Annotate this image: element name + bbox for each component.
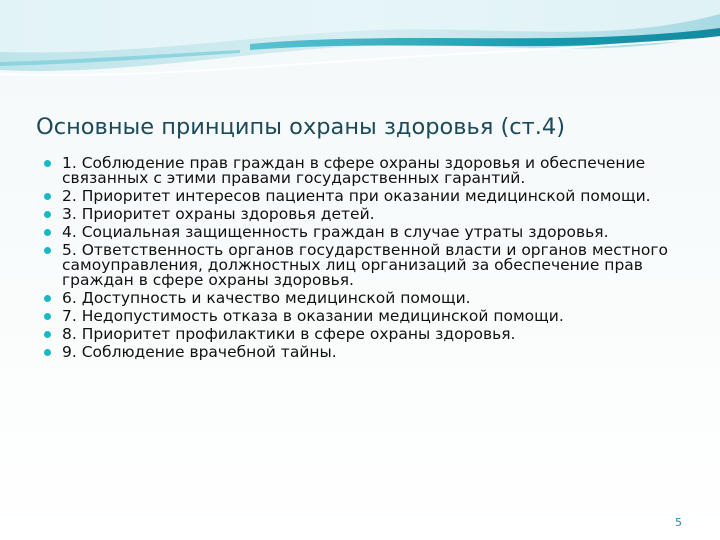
list-item xyxy=(44,327,694,342)
list-item-text: 6. Доступность и качество медицинской помощи. xyxy=(62,289,471,307)
list-item-text: 8. Приоритет профилактики в сфере охраны здоровья. xyxy=(62,325,516,343)
list-item xyxy=(44,156,694,186)
list-item-text: 9. Соблюдение врачебной тайны. xyxy=(62,343,337,361)
list-item xyxy=(44,291,694,306)
list-item-text: 1. Соблюдение прав граждан в сфере охраны здоровья и обеспечение связанных с этими правами государственных гарантий. xyxy=(62,154,646,187)
list-item xyxy=(44,309,694,324)
bullet-icon xyxy=(44,247,51,254)
bullet-icon xyxy=(44,160,51,167)
bullet-icon xyxy=(44,313,51,320)
list-item xyxy=(44,207,694,222)
header-wave-decoration xyxy=(0,0,720,90)
list-item-text: 2. Приоритет интересов пациента при оказании медицинской помощи. xyxy=(62,187,651,205)
list-item xyxy=(44,345,694,360)
bullet-icon xyxy=(44,229,51,236)
list-item-text: 4. Социальная защищенность граждан в случае утраты здоровья. xyxy=(62,223,609,241)
list-item-text: 3. Приоритет охраны здоровья детей. xyxy=(62,205,375,223)
bullet-list xyxy=(44,156,694,363)
list-item xyxy=(44,243,694,288)
page-number: 5 xyxy=(675,516,682,529)
list-item xyxy=(44,225,694,240)
bullet-icon xyxy=(44,331,51,338)
bullet-icon xyxy=(44,349,51,356)
list-item xyxy=(44,189,694,204)
list-item-text: 5. Ответственность органов государственной власти и органов местного самоуправления, должностных лиц организаций за обеспечение прав граждан в сфере охраны здоровья. xyxy=(62,241,668,289)
list-item-text: 7. Недопустимость отказа в оказании медицинской помощи. xyxy=(62,307,564,325)
bullet-icon xyxy=(44,295,51,302)
bullet-icon xyxy=(44,211,51,218)
bullet-icon xyxy=(44,193,51,200)
slide-title: Основные принципы охраны здоровья (ст.4) xyxy=(36,114,566,140)
